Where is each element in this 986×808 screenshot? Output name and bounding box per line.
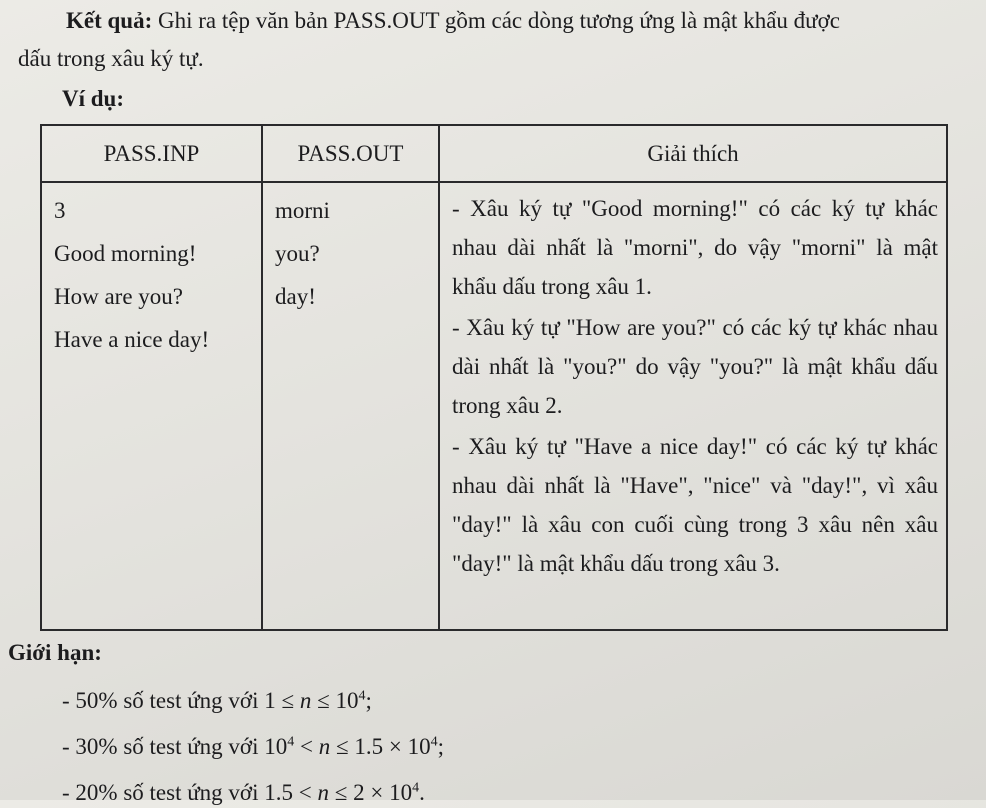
inp-line: How are you? xyxy=(54,284,184,309)
limit-text: - 20% số test ứng với xyxy=(62,780,265,805)
out-line: morni xyxy=(275,198,330,223)
explanation-cell xyxy=(439,182,947,630)
limit-expr: ≤ 10 xyxy=(311,688,359,713)
inp-line: Good morning! xyxy=(54,241,197,266)
header-pass-inp: PASS.INP xyxy=(41,125,262,182)
limit-exponent: 4 xyxy=(412,780,420,796)
limit-punct: ; xyxy=(365,688,372,713)
explanation-paragraph-3: - Xâu ký tự "Have a nice day!" có các ký tự khác nhau dài nhất là "Have", "nice" và "day!", vì xâu "day!" là xâu con cuối cùng trong 3 xâu nên xâu "day!" là mật khẩu dấu trong xâu 3. xyxy=(452,434,938,576)
limit-expr: ≤ 2 × 10 xyxy=(328,780,413,805)
result-label: Kết quả: xyxy=(66,8,153,33)
pass-out-cell xyxy=(262,182,439,630)
inp-line: 3 xyxy=(54,198,66,223)
limits-heading: Giới hạn: xyxy=(8,640,102,665)
limit-punct: ; xyxy=(437,734,444,759)
limit-variable: n xyxy=(299,688,312,713)
header-explanation: Giải thích xyxy=(439,125,947,182)
example-heading: Ví dụ: xyxy=(62,86,124,111)
out-line: day! xyxy=(275,284,316,309)
out-line: you? xyxy=(275,241,320,266)
limit-expr: 1 ≤ xyxy=(264,688,300,713)
limit-exponent: 4 xyxy=(287,734,295,750)
table-header-row xyxy=(41,125,947,182)
result-description-continued: dấu trong xâu ký tự. xyxy=(18,46,204,71)
limit-variable: n xyxy=(317,780,329,805)
limit-expr: 10 xyxy=(264,734,288,759)
header-pass-out: PASS.OUT xyxy=(262,125,439,182)
limit-item-2 xyxy=(62,732,444,762)
explanation-paragraph-1: - Xâu ký tự "Good morning!" có các ký tự khác nhau dài nhất là "morni", do vậy "morni" là mật khẩu dấu trong xâu 1. xyxy=(452,196,938,299)
inp-line: Have a nice day! xyxy=(54,327,210,352)
limit-text: - 50% số test ứng với xyxy=(62,688,265,713)
limit-item-1 xyxy=(62,686,372,716)
example-table xyxy=(40,124,948,631)
pass-inp-cell xyxy=(41,182,262,630)
limit-exponent: 4 xyxy=(430,734,438,750)
result-description xyxy=(66,6,840,36)
limit-punct: . xyxy=(419,780,425,805)
limit-expr: ≤ 1.5 × 10 xyxy=(330,734,431,759)
limit-text: - 30% số test ứng với xyxy=(62,734,265,759)
result-text: Ghi ra tệp văn bản PASS.OUT gồm các dòng tương ứng là mật khẩu được xyxy=(152,8,840,33)
limit-expr: 1.5 < xyxy=(264,780,318,805)
limit-expr: < xyxy=(294,734,319,759)
table-row xyxy=(41,182,947,630)
limit-exponent: 4 xyxy=(358,688,366,704)
explanation-paragraph-2: - Xâu ký tự "How are you?" có các ký tự khác nhau dài nhất là "you?" do vậy "you?" là mật khẩu dấu trong xâu 2. xyxy=(452,315,938,418)
limit-item-3 xyxy=(62,778,425,808)
limit-variable: n xyxy=(318,734,331,759)
